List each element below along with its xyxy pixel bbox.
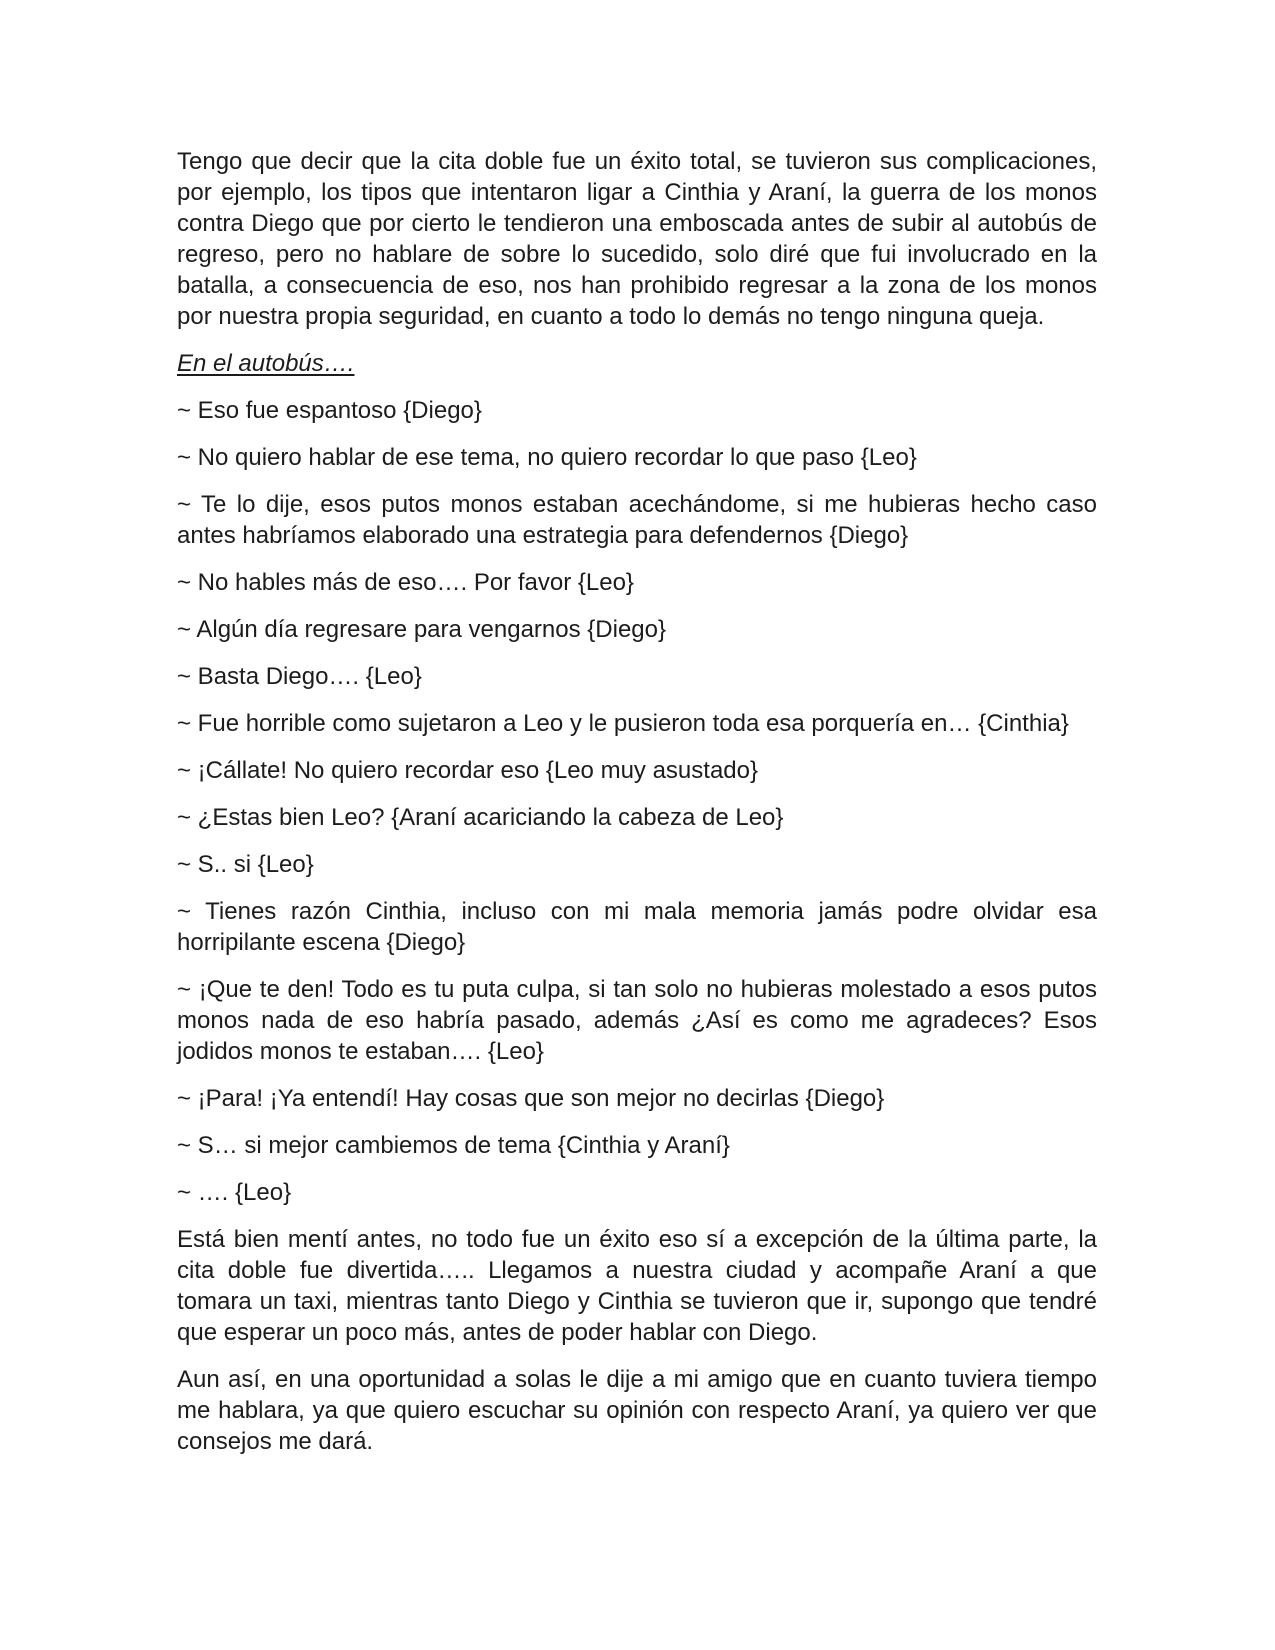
closing-paragraph: Aun así, en una oportunidad a solas le dije a mi amigo que en cuanto tuviera tiempo me hablara, ya que quiero escuchar su opinión con respecto Araní, ya quiero ver que consejos me dará.	[177, 1366, 1097, 1455]
dialogue-line: ~ ¡Cállate! No quiero recordar eso {Leo muy asustado}	[177, 757, 759, 784]
intro-paragraph: Tengo que decir que la cita doble fue un éxito total, se tuvieron sus complicaciones, por ejemplo, los tipos que intentaron ligar a Cinthia y Araní, la guerra de los monos contra Diego que por cierto le tendieron una emboscada antes de subir al autobús de regreso, pero no hablare de sobre lo sucedido, solo diré que fui involucrado en la batalla, a consecuencia de eso, nos han prohibido regresar a la zona de los monos por nuestra propia seguridad, en cuanto a todo lo demás no tengo ninguna queja.	[177, 148, 1097, 330]
dialogue-line: ~ Tienes razón Cinthia, incluso con mi mala memoria jamás podre olvidar esa horripilante escena {Diego}	[177, 898, 1097, 956]
dialogue-line: ~ S… si mejor cambiemos de tema {Cinthia y Araní}	[177, 1132, 730, 1159]
dialogue-line: ~ Eso fue espantoso {Diego}	[177, 397, 482, 424]
section-heading: En el autobús….	[177, 350, 355, 377]
dialogue-line: ~ S.. si {Leo}	[177, 851, 314, 878]
document-page	[177, 146, 1097, 1473]
closing-paragraph: Está bien mentí antes, no todo fue un éxito eso sí a excepción de la última parte, la cita doble fue divertida….. Llegamos a nuestra ciudad y acompañe Araní a que tomara un taxi, mientras tanto Diego y Cinthia se tuvieron que ir, supongo que tendré que esperar un poco más, antes de poder hablar con Diego.	[177, 1226, 1097, 1346]
dialogue-line: ~ ¿Estas bien Leo? {Araní acariciando la cabeza de Leo}	[177, 804, 784, 831]
dialogue-line: ~ Basta Diego…. {Leo}	[177, 663, 422, 690]
dialogue-line: ~ No quiero hablar de ese tema, no quiero recordar lo que paso {Leo}	[177, 444, 917, 471]
dialogue-line: ~ …. {Leo}	[177, 1179, 292, 1206]
dialogue-line: ~ ¡Que te den! Todo es tu puta culpa, si tan solo no hubieras molestado a esos putos monos nada de eso habría pasado, además ¿Así es como me agradeces? Esos jodidos monos te estaban…. {Leo}	[177, 976, 1097, 1065]
dialogue-line: ~ No hables más de eso…. Por favor {Leo}	[177, 569, 634, 596]
dialogue-line: ~ Fue horrible como sujetaron a Leo y le pusieron toda esa porquería en… {Cinthia}	[177, 710, 1069, 737]
dialogue-line: ~ ¡Para! ¡Ya entendí! Hay cosas que son mejor no decirlas {Diego}	[177, 1085, 885, 1112]
dialogue-line: ~ Algún día regresare para vengarnos {Diego}	[177, 616, 667, 643]
dialogue-line: ~ Te lo dije, esos putos monos estaban acechándome, si me hubieras hecho caso antes habríamos elaborado una estrategia para defendernos {Diego}	[177, 491, 1097, 549]
